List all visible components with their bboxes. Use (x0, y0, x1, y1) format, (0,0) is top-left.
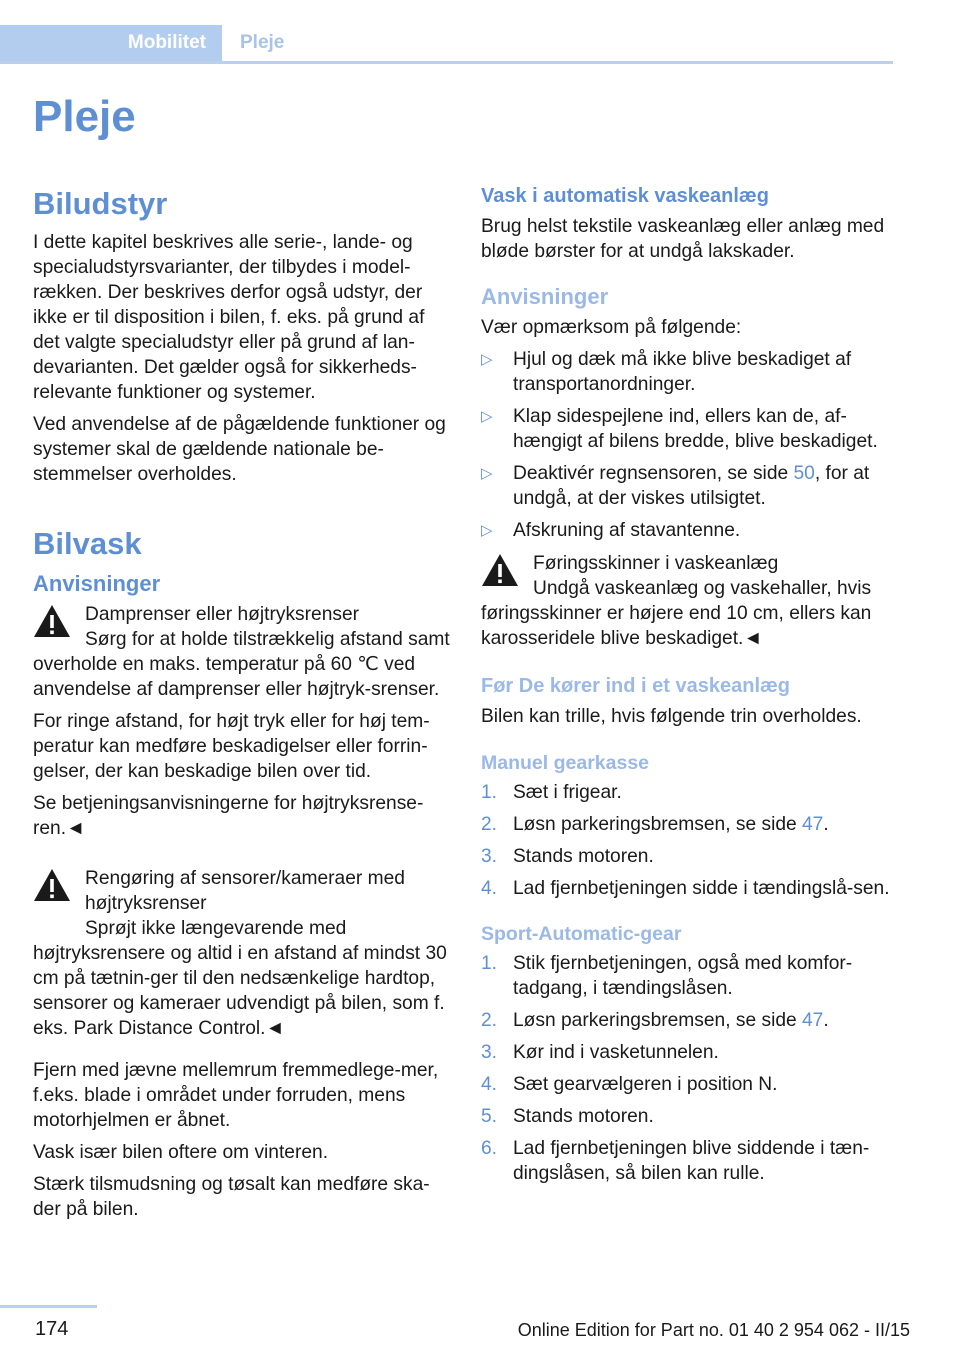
list-item: 2. Løsn parkeringsbremsen, se side 47. (481, 814, 829, 835)
list-item: 4. Lad fjernbetjeningen sidde i tændingslå-sen. (481, 878, 890, 899)
page-link[interactable]: 47 (802, 1010, 824, 1031)
bullet-list (481, 347, 901, 543)
bullet-marker-icon: ▷ (481, 465, 493, 482)
warning-block (33, 602, 451, 702)
footer-rule (0, 1305, 97, 1308)
header-tabbar (0, 25, 893, 64)
steps-manuel (481, 780, 901, 901)
heading-biludstyr: Biludstyr (33, 186, 168, 221)
warning-block (33, 866, 451, 1041)
left-column (33, 182, 451, 1229)
bullet-marker-icon: ▷ (481, 351, 493, 368)
paragraph: Brug helst tekstile vaskeanlæg eller anlæg med bløde børster for at undgå lakskader. (481, 216, 885, 262)
page-title: Pleje (33, 92, 136, 141)
tab-pleje[interactable]: Pleje (240, 32, 285, 53)
bullet-marker-icon: ▷ (481, 408, 493, 425)
warning-body: Sørg for at holde tilstrækkelig afstand samt overholde en maks. temperatur på 60 ℃ ved anvendelse af damprenser eller højtryk-srenser. (33, 629, 450, 700)
warning-title: Damprenser eller højtryksrenser (85, 604, 360, 625)
page-link[interactable]: 47 (802, 814, 824, 835)
page-link[interactable]: 50 (793, 463, 815, 484)
list-item: ▷ Afskruning af stavantenne. (481, 520, 741, 541)
heading-sport-automatic: Sport-Automatic-gear (481, 923, 682, 945)
list-item: ▷ Hjul og dæk må ikke blive beskadiget af transportanordninger. (481, 349, 852, 395)
list-item: 1. Stik fjernbetjeningen, også med komfor-tadgang, i tændingslåsen. (481, 953, 853, 999)
list-item: 5. Stands motoren. (481, 1106, 654, 1127)
heading-manuel-gearkasse: Manuel gearkasse (481, 752, 650, 774)
warning-body: Undgå vaskeanlæg og vaskehaller, hvis føringsskinner er højere end 10 cm, ellers kan karosseridele blive beskadiget.◄ (481, 578, 872, 649)
steps-sport (481, 951, 901, 1186)
page-number: 174 (35, 1318, 69, 1340)
paragraph: Fjern med jævne mellemrum fremmedlege-mer, f.eks. blade i området under forruden, mens motorhjelmen er åbnet. (33, 1060, 439, 1131)
warning-body: Sprøjt ikke længevarende med højtryksrensere og altid i en afstand af mindst 30 cm på tætnin-ger til den nedsænkelige hardtop, sensorer og kameraer udvendigt på bilen, som f. eks. Park Distance Control.◄ (33, 918, 447, 1039)
paragraph: Stærk tilsmudsning og tøsalt kan medføre ska-der på bilen. (33, 1174, 430, 1220)
list-item: ▷ Klap sidespejlene ind, ellers kan de, af-hængigt af bilens bredde, blive beskadiget. (481, 406, 878, 452)
warning-triangle-icon (33, 868, 71, 902)
paragraph: Ved anvendelse af de pågældende funktioner og systemer skal de gældende nationale be-stemmelser overholdes. (33, 414, 446, 485)
warning-triangle-icon (33, 604, 71, 638)
heading-vask-automatisk: Vask i automatisk vaskeanlæg (481, 185, 769, 207)
paragraph: I dette kapitel beskrives alle serie-, lande- og specialudstyrsvarianter, der tilbydes i model-rækken. Der beskrives derfor også udstyr, der ikke er til disposition i bilen, f. eks. på grund af det valgte specialudstyr eller på grund af lan-devarianten. Det gælder også for sikkerheds-relevante funktioner og systemer. (33, 232, 425, 403)
paragraph: Bilen kan trille, hvis følgende trin overholdes. (481, 706, 862, 727)
warning-title: Føringsskinner i vaskeanlæg (533, 553, 779, 574)
bullet-marker-icon: ▷ (481, 522, 493, 539)
paragraph: Vask især bilen oftere om vinteren. (33, 1142, 329, 1163)
list-item: 3. Kør ind i vasketunnelen. (481, 1042, 719, 1063)
heading-anvisninger: Anvisninger (33, 571, 161, 596)
list-item: 1. Sæt i frigear. (481, 782, 622, 803)
paragraph: Vær opmærksom på følgende: (481, 317, 742, 338)
paragraph: For ringe afstand, for højt tryk eller for høj tem-peratur kan medføre beskadigelser eller forrin-gelser, der kan beskadige bilen over tid. (33, 711, 430, 782)
warning-block (481, 551, 901, 651)
list-item: 4. Sæt gearvælgeren i position N. (481, 1074, 778, 1095)
list-item: 3. Stands motoren. (481, 846, 654, 867)
warning-triangle-icon (481, 553, 519, 587)
heading-for-vaskeanlaeg: Før De kører ind i et vaskeanlæg (481, 675, 790, 697)
heading-anvisninger: Anvisninger (481, 284, 609, 309)
heading-bilvask: Bilvask (33, 526, 142, 561)
paragraph: Se betjeningsanvisningerne for højtryksrense-ren.◄ (33, 793, 424, 839)
list-item: 2. Løsn parkeringsbremsen, se side 47. (481, 1010, 829, 1031)
tab-mobilitet[interactable]: Mobilitet (0, 25, 222, 61)
right-column (481, 182, 901, 1194)
list-item: 6. Lad fjernbetjeningen blive siddende i tæn-dingslåsen, så bilen kan rulle. (481, 1138, 870, 1184)
edition-note: Online Edition for Part no. 01 40 2 954 062 - II/15 (517, 1320, 910, 1340)
list-item: ▷ Deaktivér regnsensoren, se side 50, for at undgå, at der viskes utilsigtet. (481, 463, 870, 509)
warning-title: Rengøring af sensorer/kameraer med højtryksrenser (85, 868, 405, 914)
